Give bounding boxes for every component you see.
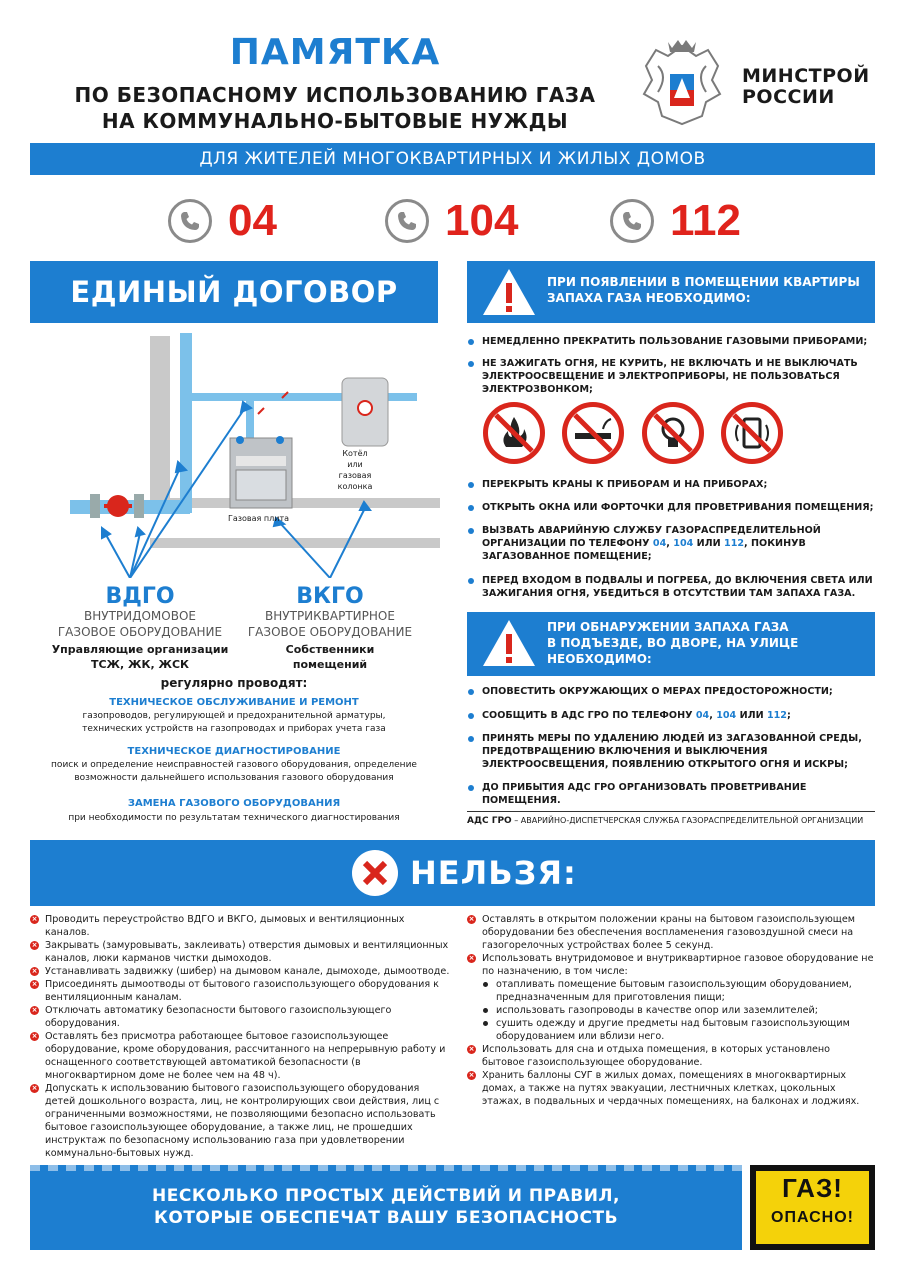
vdgo-desc-line: ВНУТРИДОМОВОЕ [84,609,196,623]
ministry-line: МИНСТРОЙ [742,65,870,87]
stove-label: Газовая плита [228,514,290,523]
entrance-gas-banner [467,612,875,676]
forbidden-item: × Допускать к использованию бытового газоиспользующего оборудования детей дошкольного возраста, лиц, не контролирующих свои действия, лиц с ограниченными возможностями, не позволяющими безопасно использовать бытовое газоиспользующее оборудование, а также лиц, не прошедших инструктаж по безопасному использованию газа при удовлетворении коммунально-бытовых нужд. [31,1083,440,1159]
forbidden-list-left [30,913,450,1160]
service-text [50,710,418,736]
vkgo-org-line: Собственники [285,643,375,656]
list-item: ВЫЗВАТЬ АВАРИЙНУЮ СЛУЖБУ ГАЗОРАСПРЕДЕЛИТЕЛЬНОЙ ОРГАНИЗАЦИИ ПО ТЕЛЕФОНУ 04, 104 ИЛИ 112, ПОКИНУВ ЗАГАЗОВАННОЕ ПОМЕЩЕНИЕ; [467,524,875,563]
list-item: НЕ ЗАЖИГАТЬ ОГНЯ, НЕ КУРИТЬ, НЕ ВКЛЮЧАТЬ И НЕ ВЫКЛЮЧАТЬ ЭЛЕКТРООСВЕЩЕНИЕ И ЭЛЕКТРОПРИБОРЫ, НЕ ПОЛЬЗОВАТЬСЯ ЭЛЕКТРОЗВОНКОМ; [467,357,875,396]
vkgo-org-line: помещений [292,658,368,671]
forbidden-item: × Использовать внутридомовое и внутриквартирное газовое оборудование не по назначению, в том числе: [468,953,874,977]
phone-number: 104 [445,196,519,245]
gas-danger-sign [750,1165,875,1250]
ministry-name [742,66,870,108]
service-text-line: поиск и определение неисправностей газового оборудования, определение [51,760,417,770]
vkgo-owners [240,642,420,672]
gas-sign-line: ОПАСНО! [771,1209,854,1226]
gas-danger-sign-plate [756,1171,869,1244]
list-item: ПЕРЕД ВХОДОМ В ПОДВАЛЫ И ПОГРЕБА, ДО ВКЛЮЧЕНИЯ СВЕТА ИЛИ ЗАЖИГАНИЯ ОГНЯ, УБЕДИТЬСЯ В ОТСУТСТВИИ ТАМ ЗАПАХА ГАЗА. [467,574,875,600]
phone-number: 04 [228,196,277,245]
forbidden-item: × Устанавливать задвижку (шибер) на дымовом канале, дымоходе, дымоотводе. [31,966,450,977]
warning-icon [481,267,537,317]
footer-divider [30,1165,742,1171]
phone-icon [385,199,429,243]
page-title: ПАМЯТКА [229,32,441,73]
vdgo-organizations [40,642,240,672]
phone-112 [610,195,741,247]
no-fire-icon [483,402,545,464]
list-item: ПЕРЕКРЫТЬ КРАНЫ К ПРИБОРАМ И НА ПРИБОРАХ; [467,478,875,491]
emblem-icon [638,36,726,128]
forbidden-subitem: использовать газопроводы в качестве опор или заземлителей; [467,1004,875,1017]
forbidden-banner [30,840,875,906]
service-title: ТЕХНИЧЕСКОЕ ОБСЛУЖИВАНИЕ И РЕМОНТ [109,697,359,708]
service-text-line: газопроводов, регулирующей и предохранительной арматуры, [82,711,386,721]
vkgo-abbr: ВКГО [296,584,364,609]
footer-line: КОТОРЫЕ ОБЕСПЕЧАТ ВАШУ БЕЗОПАСНОСТЬ [153,1208,619,1228]
list-item: ПРИНЯТЬ МЕРЫ ПО УДАЛЕНИЮ ЛЮДЕЙ ИЗ ЗАГАЗОВАННОЙ СРЕДЫ, ПРЕДОТВРАЩЕНИЮ ВКЛЮЧЕНИЯ И ВЫКЛЮЧЕНИЯ ЭЛЕКТРООСВЕЩЕНИЯ, ПОЯВЛЕНИЮ ОТКРЫТОГО ОГНЯ И ИСКРЫ; [467,732,875,771]
contract-banner: ЕДИНЫЙ ДОГОВОР [30,261,438,323]
vkgo-description [240,608,420,640]
entrance-gas-heading [547,619,867,667]
no-light-icon [642,402,704,464]
vdgo-description [40,608,240,640]
footer-line: НЕСКОЛЬКО ПРОСТЫХ ДЕЙСТВИЙ И ПРАВИЛ, [152,1186,620,1206]
vdgo-org-line: Управляющие организации [51,643,229,656]
vdgo-desc-line: ГАЗОВОЕ ОБОРУДОВАНИЕ [57,625,223,639]
forbidden-item: × Отключать автоматику безопасности бытового газоиспользующего оборудования. [31,1005,392,1029]
forbidden-label: НЕЛЬЗЯ: [410,854,577,892]
forbidden-item: × Оставлять без присмотра работающее бытовое газоиспользующее оборудование, кроме оборудования, рассчитанного на непрерывную работу и оснащенного соответствующей автоматикой безопасности (в многоквартирном доме не более чем на 48 ч). [31,1031,446,1081]
no-smoking-icon [562,402,624,464]
forbidden-list-right [467,913,875,1108]
forbidden-item: × Использовать для сна и отдыха помещения, в которых установлено бытовое газоиспользующее оборудование. [468,1044,831,1068]
service-text [50,759,418,785]
list-item: ДО ПРИБЫТИЯ АДС ГРО ОРГАНИЗОВАТЬ ПРОВЕТРИВАНИЕ ПОМЕЩЕНИЯ. [467,781,875,807]
forbidden-item: × Хранить баллоны СУГ в жилых домах, помещениях в многоквартирных домах, а также на путях эвакуации, лестничных клетках, цокольных этажах, в подвальных и чердачных помещениях, на балконах и лоджиях. [468,1070,860,1107]
page-subtitle [60,82,610,134]
service-text: при необходимости по результатам технического диагностирования [68,813,400,823]
audience-banner: ДЛЯ ЖИТЕЛЕЙ МНОГОКВАРТИРНЫХ И ЖИЛЫХ ДОМОВ [30,143,875,175]
apartment-gas-banner [467,261,875,323]
subtitle-line: ПО БЕЗОПАСНОМУ ИСПОЛЬЗОВАНИЮ ГАЗА [74,83,596,107]
regularly-label: регулярно проводят: [160,676,308,690]
vkgo-desc-line: ВНУТРИКВАРТИРНОЕ [265,609,395,623]
forbidden-item: × Закрывать (замуровывать, заклеивать) отверстия дымовых и вентиляционных каналов, люки карманов чистки дымоходов. [31,940,449,964]
gas-sign-line: ГАЗ! [782,1173,843,1203]
heading-line: ЗАПАХА ГАЗА НЕОБХОДИМО: [547,291,751,305]
ministry-line: РОССИИ [742,86,835,108]
service-text-line: возможности дальнейшего использования газового оборудования [74,773,394,783]
heading-line: ПРИ ОБНАРУЖЕНИИ ЗАПАХА ГАЗА [547,620,789,634]
heading-line: В ПОДЪЕЗДЕ, ВО ДВОРЕ, НА УЛИЦЕ [547,636,799,650]
vdgo-org-line: ТСЖ, ЖК, ЖСК [90,658,190,671]
phone-icon [610,199,654,243]
warning-icon [481,618,537,668]
ads-footnote: АДС ГРО – АВАРИЙНО-ДИСПЕТЧЕРСКАЯ СЛУЖБА ГАЗОРАСПРЕДЕЛИТЕЛЬНОЙ ОРГАНИЗАЦИИ [467,811,875,826]
forbidden-item: × Оставлять в открытом положении краны на бытовом газоиспользующем оборудовании без обеспечения воспламенения газовоздушной смеси на газогорелочных устройствах более 5 секунд. [468,914,855,951]
phone-104 [385,195,518,247]
heading-line: НЕОБХОДИМО: [547,652,652,666]
forbidden-subitem: сушить одежду и другие предметы над бытовым газоиспользующим оборудованием или вблизи него. [467,1017,875,1043]
vkgo-desc-line: ГАЗОВОЕ ОБОРУДОВАНИЕ [247,625,413,639]
forbidden-x-icon [352,850,398,896]
boiler-label: Котёл или газовая колонка [337,449,373,491]
apartment-gas-heading [547,274,867,306]
phone-04 [168,195,277,247]
no-phone-icon [721,402,783,464]
list-item: ОТКРЫТЬ ОКНА ИЛИ ФОРТОЧКИ ДЛЯ ПРОВЕТРИВАНИЯ ПОМЕЩЕНИЯ; [467,501,875,514]
forbidden-item: × Проводить переустройство ВДГО и ВКГО, дымовых и вентиляционных каналов. [31,914,405,938]
phone-icon [168,199,212,243]
list-item: НЕМЕДЛЕННО ПРЕКРАТИТЬ ПОЛЬЗОВАНИЕ ГАЗОВЫМИ ПРИБОРАМИ; [467,335,875,348]
forbidden-item: × Присоединять дымоотводы от бытового газоиспользующего оборудования к вентиляционным каналам. [31,979,439,1003]
subtitle-line: НА КОММУНАЛЬНО-БЫТОВЫЕ НУЖДЫ [101,109,569,133]
list-item: СООБЩИТЬ В АДС ГРО ПО ТЕЛЕФОНУ 04, 104 ИЛИ 112; [467,709,875,722]
service-title: ЗАМЕНА ГАЗОВОГО ОБОРУДОВАНИЯ [127,798,341,809]
list-item: ОПОВЕСТИТЬ ОКРУЖАЮЩИХ О МЕРАХ ПРЕДОСТОРОЖНОСТИ; [467,685,875,698]
forbidden-subitem: отапливать помещение бытовым газоиспользующим оборудованием, предназначенным для приготовления пищи; [467,978,875,1004]
footer-banner [30,1165,742,1250]
service-title: ТЕХНИЧЕСКОЕ ДИАГНОСТИРОВАНИЕ [127,746,341,757]
heading-line: ПРИ ПОЯВЛЕНИИ В ПОМЕЩЕНИИ КВАРТИРЫ [547,275,860,289]
phone-number: 112 [670,196,741,245]
service-text-line: технических устройств на газопроводах и приборах учета газа [82,724,386,734]
vdgo-abbr: ВДГО [105,584,175,609]
